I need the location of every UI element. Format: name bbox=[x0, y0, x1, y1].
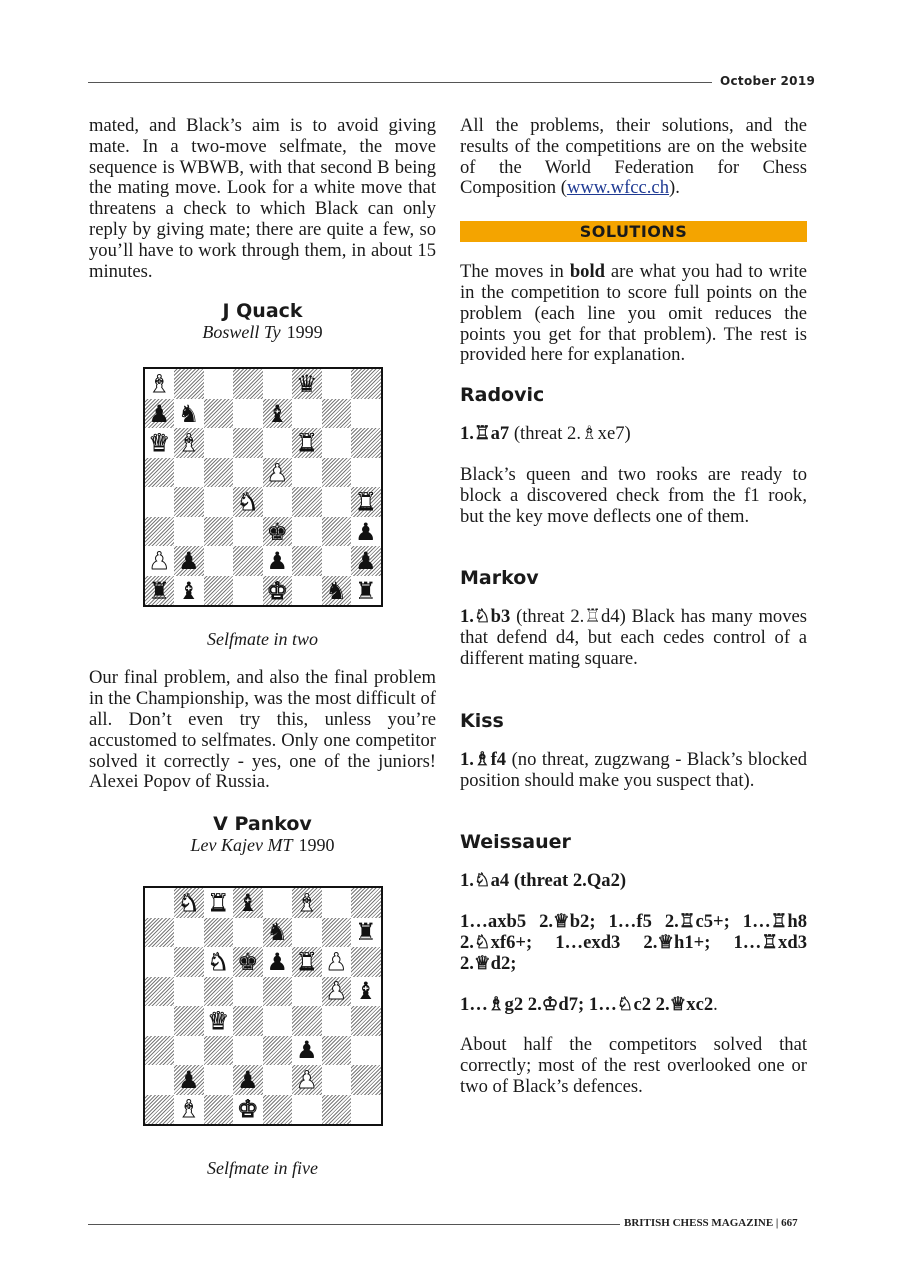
square-a2 bbox=[145, 1065, 175, 1095]
problem2-chess-diagram bbox=[143, 886, 383, 1126]
white-rook-icon: ♜ bbox=[295, 947, 318, 976]
square-c8 bbox=[204, 888, 234, 918]
square-f3 bbox=[292, 517, 322, 547]
square-a3 bbox=[145, 517, 175, 547]
square-g8 bbox=[322, 888, 352, 918]
square-g2 bbox=[322, 1065, 352, 1095]
square-b3 bbox=[174, 517, 204, 547]
square-h7 bbox=[351, 918, 381, 948]
square-b3 bbox=[174, 1036, 204, 1066]
problem1-year: 1999 bbox=[286, 322, 323, 343]
white-knight-icon: ♞ bbox=[177, 888, 200, 917]
white-pawn-icon: ♟ bbox=[295, 1065, 318, 1094]
square-e3 bbox=[263, 517, 293, 547]
square-g6 bbox=[322, 947, 352, 977]
problem1-source: Boswell Ty bbox=[202, 322, 281, 343]
square-b6 bbox=[174, 428, 204, 458]
white-rook-icon: ♜ bbox=[207, 888, 229, 917]
white-rook-icon: ♜ bbox=[354, 488, 377, 517]
square-b8 bbox=[174, 369, 204, 399]
white-knight-icon: ♞ bbox=[236, 488, 259, 517]
square-a8 bbox=[145, 369, 175, 399]
white-bishop-icon: ♝ bbox=[177, 1095, 200, 1124]
square-c8 bbox=[204, 369, 234, 399]
square-a8 bbox=[145, 888, 175, 918]
square-e8 bbox=[263, 888, 293, 918]
weissauer-variations-1 bbox=[460, 912, 807, 974]
solutions-intro-text: The moves in bbox=[460, 261, 570, 283]
problem2-year: 1990 bbox=[298, 835, 335, 856]
problem2-source-line bbox=[89, 835, 436, 856]
square-g8 bbox=[322, 369, 352, 399]
black-bishop-icon: ♝ bbox=[177, 576, 200, 605]
radovic-key-move: 1.♖a7 bbox=[460, 423, 510, 445]
square-h6 bbox=[351, 428, 381, 458]
white-king-icon: ♚ bbox=[236, 1095, 259, 1124]
section-heading-weissauer: Weissauer bbox=[460, 831, 571, 854]
radovic-note: Black’s queen and two rooks are ready to block a discovered check from the f1 rook, but the key move deflects one of them. bbox=[460, 463, 807, 527]
issue-date: October 2019 bbox=[720, 74, 816, 88]
square-b2 bbox=[174, 546, 204, 576]
square-a5 bbox=[145, 458, 175, 488]
weissauer-variations-2 bbox=[460, 995, 807, 1016]
problem1-composer: J Quack bbox=[222, 300, 303, 323]
solutions-intro-rest: are what you had to write in the competition to score full points on the problem (each line you omit reduces the points you get for that problem). The rest is provided here for explanation. bbox=[460, 261, 807, 366]
black-bishop-icon: ♝ bbox=[354, 977, 377, 1006]
square-d2 bbox=[233, 1065, 263, 1095]
section-heading-radovic: Radovic bbox=[460, 384, 545, 407]
left-column bbox=[89, 116, 436, 1179]
square-c5 bbox=[204, 977, 234, 1007]
square-f7 bbox=[292, 399, 322, 429]
square-h8 bbox=[351, 369, 381, 399]
square-f4 bbox=[292, 1006, 322, 1036]
white-pawn-icon: ♟ bbox=[266, 458, 288, 487]
square-f8 bbox=[292, 369, 322, 399]
square-f1 bbox=[292, 576, 322, 606]
square-b8 bbox=[174, 888, 204, 918]
section-heading-markov: Markov bbox=[460, 567, 539, 590]
square-e4 bbox=[263, 1006, 293, 1036]
black-pawn-icon: ♟ bbox=[266, 547, 288, 576]
square-h3 bbox=[351, 517, 381, 547]
wfcc-text-end: ). bbox=[669, 177, 680, 199]
square-h1 bbox=[351, 576, 381, 606]
weissauer-var2-end: . bbox=[713, 993, 718, 1015]
black-pawn-icon: ♟ bbox=[354, 547, 377, 576]
square-h3 bbox=[351, 1036, 381, 1066]
white-rook-icon: ♜ bbox=[295, 429, 318, 458]
square-a7 bbox=[145, 918, 175, 948]
square-d5 bbox=[233, 458, 263, 488]
square-g4 bbox=[322, 487, 352, 517]
white-pawn-icon: ♟ bbox=[148, 547, 170, 576]
square-c6 bbox=[204, 428, 234, 458]
weissauer-var1: 1…axb5 2.♕b2; 1…f5 2.♖c5+; 1…♖h8 2.♘xf6+; 1…exd3 2.♕h1+; 1…♖xd3 2.♕d2; bbox=[460, 911, 807, 974]
black-rook-icon: ♜ bbox=[354, 576, 377, 605]
square-g1 bbox=[322, 576, 352, 606]
square-f2 bbox=[292, 546, 322, 576]
square-f5 bbox=[292, 458, 322, 488]
markov-text: (threat 2.♖d4) Black has many moves that defend d4, but each cedes control of a different mating square. bbox=[460, 606, 807, 669]
footer-separator: | bbox=[775, 1217, 779, 1229]
square-d5 bbox=[233, 977, 263, 1007]
kiss-text: (no threat, zugzwang - Black’s blocked position should make you suspect that). bbox=[460, 748, 807, 791]
footer-rule bbox=[88, 1224, 620, 1225]
square-f3 bbox=[292, 1036, 322, 1066]
square-b5 bbox=[174, 458, 204, 488]
magazine-name: BRITISH CHESS MAGAZINE bbox=[624, 1217, 774, 1229]
problem2-composer: V Pankov bbox=[213, 813, 312, 836]
square-d1 bbox=[233, 576, 263, 606]
black-pawn-icon: ♟ bbox=[295, 1036, 318, 1065]
square-e6 bbox=[263, 428, 293, 458]
right-column bbox=[460, 116, 807, 1098]
black-king-icon: ♚ bbox=[266, 517, 288, 546]
square-c1 bbox=[204, 576, 234, 606]
problem2-caption: Selfmate in five bbox=[207, 1158, 318, 1179]
square-d6 bbox=[233, 947, 263, 977]
kiss-solution bbox=[460, 750, 807, 792]
square-c4 bbox=[204, 487, 234, 517]
square-b2 bbox=[174, 1065, 204, 1095]
black-king-icon: ♚ bbox=[236, 947, 259, 976]
black-pawn-icon: ♟ bbox=[177, 1065, 200, 1094]
page-number: 667 bbox=[781, 1217, 798, 1229]
solutions-intro bbox=[460, 262, 807, 366]
square-a1 bbox=[145, 576, 175, 606]
square-f1 bbox=[292, 1095, 322, 1125]
black-queen-icon: ♛ bbox=[295, 370, 318, 399]
square-e4 bbox=[263, 487, 293, 517]
problem1-chess-diagram bbox=[143, 367, 383, 607]
black-rook-icon: ♜ bbox=[148, 576, 170, 605]
square-h6 bbox=[351, 947, 381, 977]
square-b4 bbox=[174, 487, 204, 517]
square-d2 bbox=[233, 546, 263, 576]
square-g2 bbox=[322, 546, 352, 576]
wfcc-link[interactable]: www.wfcc.ch bbox=[566, 177, 669, 199]
square-h5 bbox=[351, 977, 381, 1007]
square-f6 bbox=[292, 428, 322, 458]
square-e2 bbox=[263, 546, 293, 576]
square-e7 bbox=[263, 399, 293, 429]
square-g3 bbox=[322, 1036, 352, 1066]
square-e2 bbox=[263, 1065, 293, 1095]
square-b6 bbox=[174, 947, 204, 977]
square-d4 bbox=[233, 487, 263, 517]
square-b4 bbox=[174, 1006, 204, 1036]
square-a4 bbox=[145, 1006, 175, 1036]
final-problem-paragraph: Our final problem, and also the final problem in the Championship, was the most difficult of all. Don’t even try this, unless you’re accustomed to selfmates. Only one competitor solved it correctly - yes, one of the juniors! Alexei Popov of Russia. bbox=[89, 667, 436, 793]
square-d1 bbox=[233, 1095, 263, 1125]
square-d4 bbox=[233, 1006, 263, 1036]
white-pawn-icon: ♟ bbox=[325, 947, 347, 976]
markov-key-move: 1.♘b3 bbox=[460, 606, 511, 628]
black-pawn-icon: ♟ bbox=[354, 517, 377, 546]
black-pawn-icon: ♟ bbox=[177, 547, 200, 576]
square-g5 bbox=[322, 977, 352, 1007]
section-heading-kiss: Kiss bbox=[460, 709, 504, 732]
square-g5 bbox=[322, 458, 352, 488]
square-b5 bbox=[174, 977, 204, 1007]
square-d7 bbox=[233, 918, 263, 948]
square-b7 bbox=[174, 918, 204, 948]
white-pawn-icon: ♟ bbox=[325, 977, 347, 1006]
square-f6 bbox=[292, 947, 322, 977]
square-c6 bbox=[204, 947, 234, 977]
square-g4 bbox=[322, 1006, 352, 1036]
wfcc-text: All the problems, their solutions, and the results of the competitions are on the website of the World Federation for Chess Composition ( bbox=[460, 115, 807, 199]
square-c7 bbox=[204, 399, 234, 429]
white-knight-icon: ♞ bbox=[207, 947, 229, 976]
black-pawn-icon: ♟ bbox=[236, 1065, 259, 1094]
square-h2 bbox=[351, 546, 381, 576]
white-bishop-icon: ♝ bbox=[177, 429, 200, 458]
weissauer-key: 1.♘a4 (threat 2.Qa2) bbox=[460, 870, 627, 892]
square-a1 bbox=[145, 1095, 175, 1125]
white-king-icon: ♚ bbox=[266, 576, 288, 605]
square-c3 bbox=[204, 517, 234, 547]
square-b7 bbox=[174, 399, 204, 429]
square-d8 bbox=[233, 888, 263, 918]
black-bishop-icon: ♝ bbox=[236, 888, 259, 917]
square-c3 bbox=[204, 1036, 234, 1066]
square-c2 bbox=[204, 1065, 234, 1095]
black-pawn-icon: ♟ bbox=[266, 947, 288, 976]
markov-solution bbox=[460, 607, 807, 669]
black-pawn-icon: ♟ bbox=[148, 399, 170, 428]
solutions-intro-bold: bold bbox=[569, 261, 605, 283]
square-e5 bbox=[263, 977, 293, 1007]
weissauer-key-line bbox=[460, 871, 807, 892]
square-g6 bbox=[322, 428, 352, 458]
radovic-threat: (threat 2.♗xe7) bbox=[509, 423, 631, 445]
square-a2 bbox=[145, 546, 175, 576]
square-h7 bbox=[351, 399, 381, 429]
square-f7 bbox=[292, 918, 322, 948]
square-g1 bbox=[322, 1095, 352, 1125]
problem1-source-line bbox=[89, 322, 436, 343]
black-bishop-icon: ♝ bbox=[266, 399, 288, 428]
square-g7 bbox=[322, 399, 352, 429]
square-a6 bbox=[145, 428, 175, 458]
square-f5 bbox=[292, 977, 322, 1007]
problem2-source: Lev Kajev MT bbox=[190, 835, 293, 856]
weissauer-var2: 1…♗g2 2.♔d7; 1…♘c2 2.♕xc2 bbox=[460, 993, 714, 1015]
white-bishop-icon: ♝ bbox=[295, 888, 318, 917]
solutions-banner: SOLUTIONS bbox=[460, 221, 807, 242]
square-a3 bbox=[145, 1036, 175, 1066]
square-a6 bbox=[145, 947, 175, 977]
square-h1 bbox=[351, 1095, 381, 1125]
square-h4 bbox=[351, 1006, 381, 1036]
square-a7 bbox=[145, 399, 175, 429]
square-e6 bbox=[263, 947, 293, 977]
square-f2 bbox=[292, 1065, 322, 1095]
square-d6 bbox=[233, 428, 263, 458]
square-c2 bbox=[204, 546, 234, 576]
square-c1 bbox=[204, 1095, 234, 1125]
problem1-caption: Selfmate in two bbox=[207, 629, 318, 650]
square-e3 bbox=[263, 1036, 293, 1066]
black-rook-icon: ♜ bbox=[354, 918, 377, 947]
square-h8 bbox=[351, 888, 381, 918]
square-e1 bbox=[263, 1095, 293, 1125]
black-knight-icon: ♞ bbox=[266, 918, 288, 947]
square-d3 bbox=[233, 517, 263, 547]
square-c5 bbox=[204, 458, 234, 488]
square-f8 bbox=[292, 888, 322, 918]
white-queen-icon: ♛ bbox=[207, 1006, 229, 1035]
square-h4 bbox=[351, 487, 381, 517]
square-e7 bbox=[263, 918, 293, 948]
kiss-key-move: 1.♗f4 bbox=[460, 748, 507, 770]
square-c7 bbox=[204, 918, 234, 948]
intro-paragraph: mated, and Black’s aim is to avoid giving mate. In a two-move selfmate, the move sequence is WBWB, with that second B being the mating move. Look for a white move that threatens a check to which Black can only reply by giving mate; there are quite a few, so you’ll have to work through them, in about 15 minutes. bbox=[89, 115, 436, 282]
weissauer-note: About half the competitors solved that correctly; most of the rest overlooked one or two of Black’s defences. bbox=[460, 1034, 807, 1097]
square-h2 bbox=[351, 1065, 381, 1095]
square-a5 bbox=[145, 977, 175, 1007]
footer bbox=[624, 1217, 798, 1229]
square-b1 bbox=[174, 1095, 204, 1125]
square-e8 bbox=[263, 369, 293, 399]
black-knight-icon: ♞ bbox=[325, 576, 347, 605]
header-rule bbox=[88, 82, 712, 83]
white-bishop-icon: ♝ bbox=[148, 370, 170, 399]
square-h5 bbox=[351, 458, 381, 488]
square-b1 bbox=[174, 576, 204, 606]
square-g3 bbox=[322, 517, 352, 547]
square-c4 bbox=[204, 1006, 234, 1036]
radovic-key-line bbox=[460, 424, 807, 445]
square-e5 bbox=[263, 458, 293, 488]
square-d3 bbox=[233, 1036, 263, 1066]
wfcc-paragraph bbox=[460, 116, 807, 199]
black-knight-icon: ♞ bbox=[177, 399, 200, 428]
square-a4 bbox=[145, 487, 175, 517]
square-f4 bbox=[292, 487, 322, 517]
square-d8 bbox=[233, 369, 263, 399]
square-d7 bbox=[233, 399, 263, 429]
square-g7 bbox=[322, 918, 352, 948]
square-e1 bbox=[263, 576, 293, 606]
white-queen-icon: ♛ bbox=[148, 429, 170, 458]
